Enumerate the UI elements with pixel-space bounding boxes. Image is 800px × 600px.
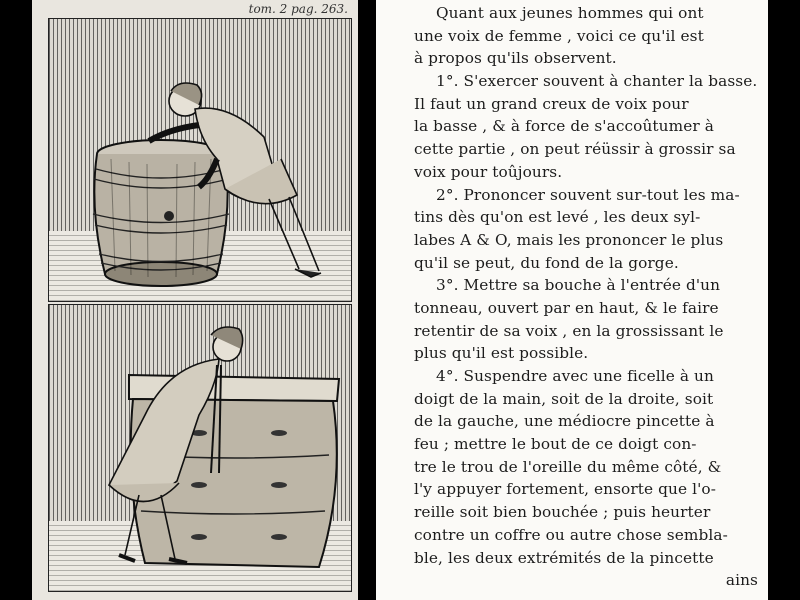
text-block [414,2,758,592]
text-line: à propos qu'ils observent. [414,49,617,68]
bottom-engraving-frame [48,304,352,592]
plate-caption: tom. 2 pag. 263. [248,2,348,16]
text-line: l'y appuyer fortement, ensorte que l'o- [414,480,716,499]
text-line: la basse , & à force de s'accoûtumer à [414,117,714,136]
text-line: retentir de sa voix , en la grossissant le [414,321,724,340]
text-line: plus qu'il est possible. [414,344,589,363]
text-line: une voix de femme , voici ce qu'il est [414,26,704,45]
catchword: ains [725,571,758,590]
text-line: tre le trou de l'oreille du même côté, & [414,457,722,476]
text-line: tins dès qu'on est levé , les deux syl- [414,208,701,227]
barrel-bunghole [164,211,174,221]
text-line: 4°. Suspendre avec une ficelle à un [436,367,714,385]
text-line: 2°. Prononcer souvent sur-tout les ma- [436,185,740,204]
text-line: qu'il se peut, du fond de la gorge. [414,253,679,272]
text-line: de la gauche, une médiocre pincette à [414,412,715,431]
text-line: voix pour toûjours. [414,162,563,181]
engraving-plate [32,0,358,600]
text-line: doigt de la main, soit de la droite, soit [414,389,714,408]
text-line: reille soit bien bouchée ; puis heurter [414,503,711,522]
text-page [376,0,768,600]
text-line: tonneau, ouvert par en haut, & le faire [414,298,719,317]
text-line: contre un coffre ou autre chose sembla- [414,525,728,544]
text-line: Quant aux jeunes hommes qui ont [436,4,704,22]
top-engraving-frame [48,18,352,302]
barrel-base [105,262,217,286]
text-line: labes A & O, mais les prononcer le plus [414,230,724,249]
text-line: feu ; mettre le bout de ce doigt con- [414,435,697,454]
text-line: 1°. S'exercer souvent à chanter la basse. [436,72,758,91]
text-line: cette partie , on peut réüssir à grossir sa [414,140,736,159]
text-line: Il faut un grand creux de voix pour [414,94,689,113]
chest-engraving [49,305,351,591]
text-line: 3°. Mettre sa bouche à l'entrée d'un [436,276,721,295]
text-line: ble, les deux extrémités de la pincette [414,548,714,567]
barrel-engraving [49,19,351,301]
